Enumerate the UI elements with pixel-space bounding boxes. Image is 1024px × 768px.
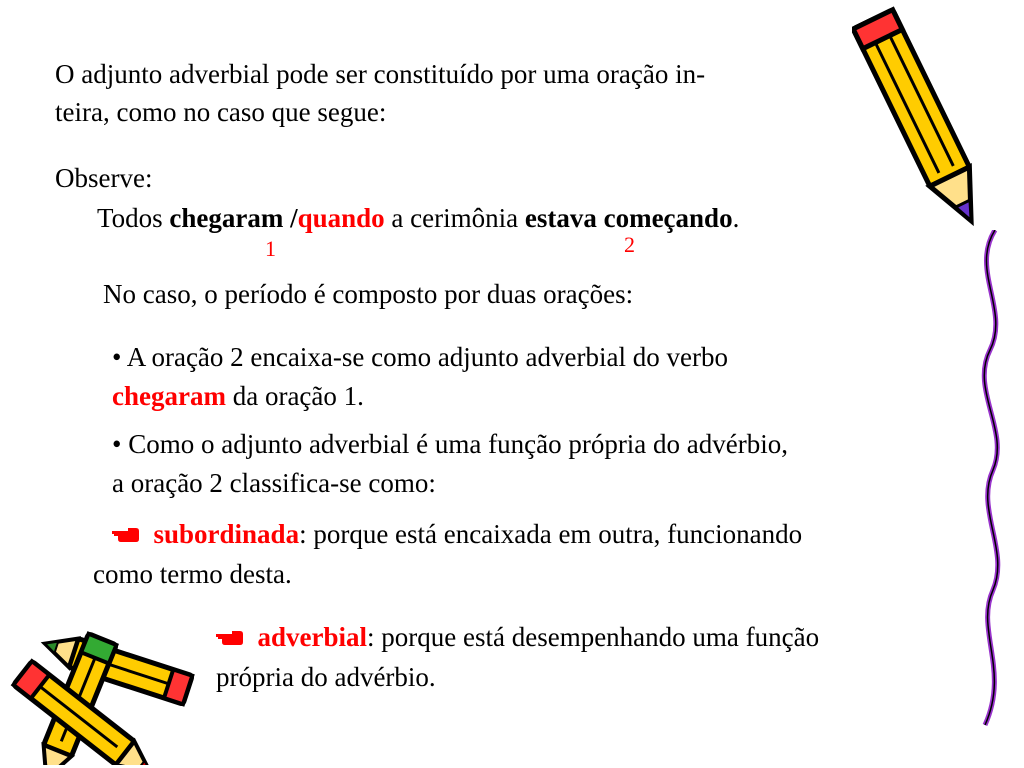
bullet-1-line-1: • A oração 2 encaixa-se como adjunto adverbial do verbo — [112, 342, 728, 372]
bullet-1-keyword: chegaram — [112, 381, 226, 411]
example-sentence — [97, 200, 739, 237]
example-word-chegaram: chegaram / — [169, 203, 298, 233]
example-word-quando: quando — [297, 203, 385, 233]
subordinada-term: subordinada — [153, 519, 300, 549]
subordinada-line-1 — [112, 516, 802, 553]
case-text: No caso, o período é composto por duas orações: — [103, 279, 634, 309]
example-word-todos: Todos — [97, 203, 170, 233]
wavy-line-decoration — [955, 230, 1024, 730]
adverbial-spacer — [251, 622, 258, 652]
subordinada-rest: : porque está encaixada em outra, funcionando — [299, 519, 803, 549]
example-word-estava-comecando: estava começando — [524, 203, 733, 233]
bullet-2-line-1: • Como o adjunto adverbial é uma função própria do advérbio, — [112, 429, 789, 459]
pointing-hand-icon — [112, 526, 140, 544]
subordinada-line-2: como termo desta. — [93, 559, 292, 589]
observe-label: Observe: — [55, 163, 153, 193]
adverbial-line-2: própria do advérbio. — [216, 662, 436, 692]
adverbial-term: adverbial — [257, 622, 368, 652]
subordinada-spacer — [147, 519, 154, 549]
bullet-2-line-2: a oração 2 classifica-se como: — [112, 468, 436, 498]
clause-number-2: 2 — [624, 232, 635, 257]
intro-line-1: O adjunto adverbial pode ser constituído por uma oração in- — [55, 59, 706, 89]
adverbial-rest: : porque está desempenhando uma função — [367, 622, 820, 652]
intro-line-2: teira, como no caso que segue: — [55, 97, 387, 127]
crossed-pencils-icon — [0, 615, 220, 765]
pointing-hand-icon — [216, 629, 244, 647]
pencil-icon — [852, 0, 1002, 245]
example-word-cerimonia: a cerimônia — [384, 203, 525, 233]
bullet-1-line-2 — [112, 378, 364, 415]
adverbial-line-1 — [216, 619, 819, 656]
clause-number-1: 1 — [265, 236, 276, 261]
bullet-1-rest: da oração 1. — [225, 381, 364, 411]
example-period: . — [732, 203, 740, 233]
